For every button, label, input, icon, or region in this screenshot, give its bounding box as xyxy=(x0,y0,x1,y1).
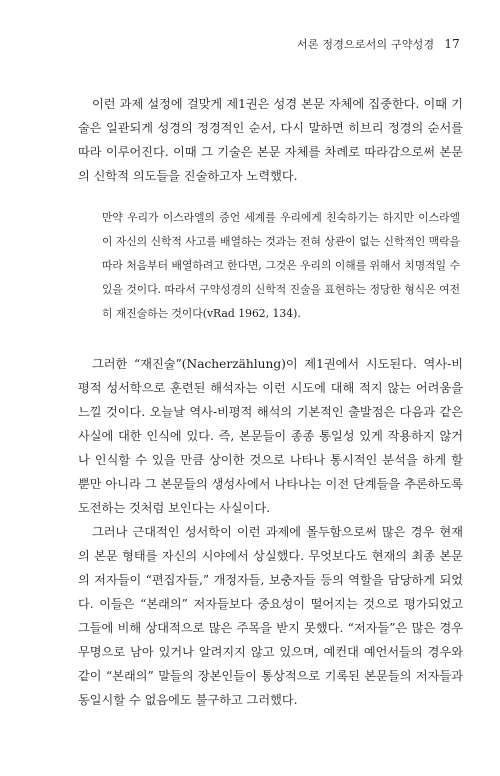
running-head xyxy=(297,36,460,52)
paragraph-modern-scholarship: 그러나 근대적인 성서학이 이런 과제에 몰두함으로써 많은 경우 현재의 본문 형태를 자신의 시야에서 상실했다. 무엇보다도 현재의 최종 본문의 저자들이 “편집자들,” 개정자들, 보충자들 등의 역할을 담당하게 되었다. 이들은 “본래의” 저자들보다 중요성이 떨어지는 것으로 평가되었고 그들에 비해 상대적으로 많은 주목을 받지 못했다. “저자들”은 많은 경우 무명으로 남아 있거나 알려지지 않고 있으며, 예컨대 예언서들의 경우와 같이 “본래의” 말들의 장본인들이 통상적으로 기록된 본문들의 저자들과 동일시할 수 없음에도 불구하고 그러했다. xyxy=(78,525,463,707)
block-quote: 만약 우리가 이스라엘의 증언 세계를 우리에게 친숙하기는 하지만 이스라엘이 자신의 신학적 사고를 배열하는 것과는 전혀 상관이 없는 신학적인 맥락을 따라 처음부터 배열하려고 한다면, 그것은 우리의 이해를 위해서 치명적일 수 있을 것이다. 따라서 구약성경의 신학적 진술을 표현하는 정당한 형식은 여전히 재진술하는 것이다(vRad 1962, 134). xyxy=(102,211,460,320)
page-number: 17 xyxy=(444,37,460,51)
paragraph-intro: 이런 과제 설정에 걸맞게 제1권은 성경 본문 자체에 집중한다. 이때 기술은 일관되게 성경의 정경적인 순서, 다시 말하면 히브리 정경의 순서를 따라 이루어진다. 이때 그 기술은 본문 자체를 차례로 따라감으로써 본문의 신학적 의도들을 진술하고자 노력했다. xyxy=(78,97,463,183)
section-title: 서론 정경으로서의 구약성경 xyxy=(297,38,435,51)
paragraph-retelling: 그러한 “재진술”(Nacherzählung)이 제1권에서 시도된다. 역사-비평적 성서학으로 훈련된 해석자는 이런 시도에 대해 적지 않는 어려움을 느낄 것이다. 오늘날 역사-비평적 해석의 기본적인 출발점은 다음과 같은 사실에 대한 인식에 있다. 즉, 본문들이 종종 통일성 있게 작용하지 않거나 인식할 수 있을 만큼 상이한 것으로 나타나 통시적인 분석을 하게 할 뿐만 아니라 그 본문들의 생성사에서 나타나는 이전 단계들을 추론하도록 도전하는 것처럼 보인다는 사실이다. xyxy=(78,357,463,515)
